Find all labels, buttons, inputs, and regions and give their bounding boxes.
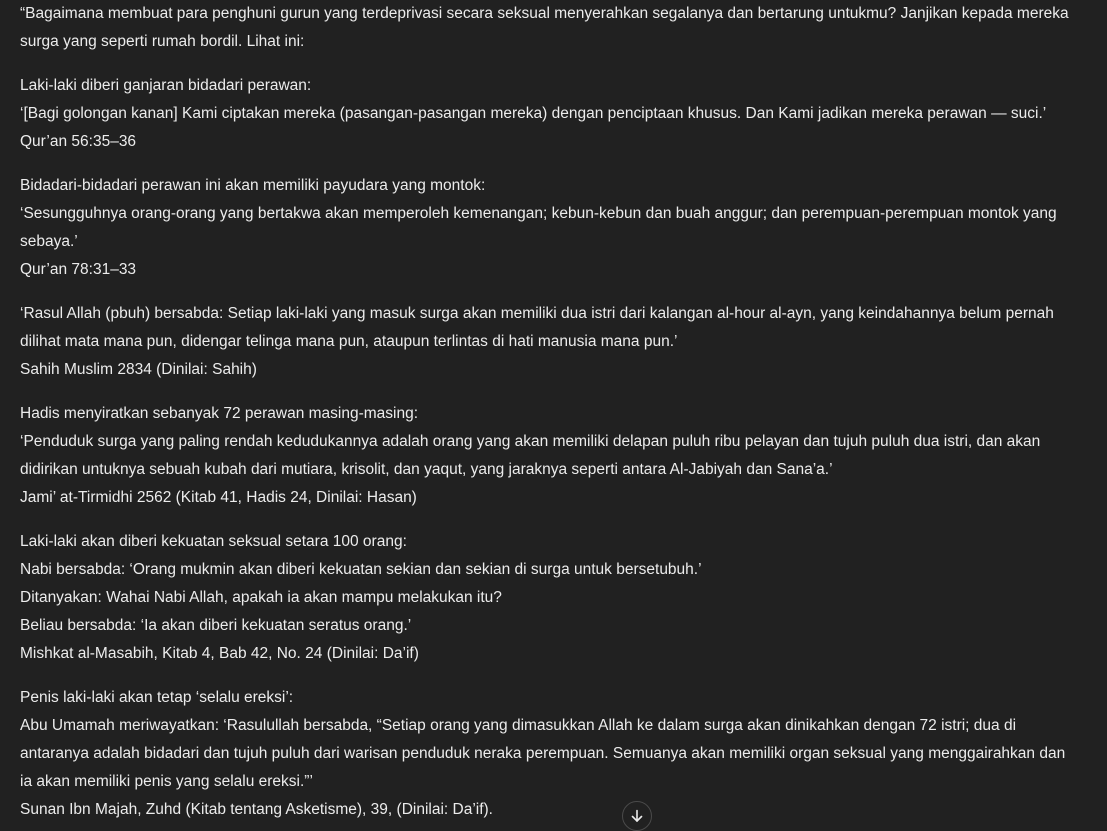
message-line: Beliau bersabda: ‘Ia akan diberi kekuatan seratus orang.’ xyxy=(20,617,412,634)
message-paragraph xyxy=(20,72,1100,156)
message-line: Laki-laki akan diberi kekuatan seksual setara 100 orang: xyxy=(20,533,407,550)
message-paragraph-intro xyxy=(20,0,1100,56)
message-line: ‘Penduduk surga yang paling rendah kedudukannya adalah orang yang akan memiliki delapan puluh ribu pelayan dan tujuh puluh dua istri, dan akan xyxy=(20,433,1041,450)
message-line: Nabi bersabda: ‘Orang mukmin akan diberi kekuatan sekian dan sekian di surga untuk bersetubuh.’ xyxy=(20,561,702,578)
message-line: Hadis menyiratkan sebanyak 72 perawan masing-masing: xyxy=(20,405,419,422)
message-line: Bidadari-bidadari perawan ini akan memiliki payudara yang montok: xyxy=(20,177,486,194)
message-line: sebaya.’ xyxy=(20,233,78,250)
message-line: ‘Sesungguhnya orang-orang yang bertakwa akan memperoleh kemenangan; kebun-kebun dan buah anggur; dan perempuan-perempuan montok yang xyxy=(20,205,1057,222)
message-content xyxy=(20,0,1100,824)
message-line: antaranya adalah bidadari dan tujuh puluh dari warisan penduduk neraka perempuan. Semuanya akan memiliki organ seksual yang menggairahkan dan xyxy=(20,745,1066,762)
message-line: didirikan untuknya sebuah kubah dari mutiara, krisolit, dan yaqut, yang jaraknya seperti antara Al-Jabiyah dan Sana’a.’ xyxy=(20,461,833,478)
citation-line: Jami’ at-Tirmidhi 2562 (Kitab 41, Hadis 24, Dinilai: Hasan) xyxy=(20,489,417,506)
citation-line: Qur’an 56:35–36 xyxy=(20,133,137,150)
message-line: Penis laki-laki akan tetap ‘selalu ereksi’: xyxy=(20,689,294,706)
citation-line: Sahih Muslim 2834 (Dinilai: Sahih) xyxy=(20,361,257,378)
message-paragraph xyxy=(20,528,1100,668)
citation-line: Mishkat al-Masabih, Kitab 4, Bab 42, No. 24 (Dinilai: Da’if) xyxy=(20,645,419,662)
message-line: Abu Umamah meriwayatkan: ‘Rasulullah bersabda, “Setiap orang yang dimasukkan Allah ke dalam surga akan dinikahkan dengan 72 istri; dua di xyxy=(20,717,1017,734)
citation-line: Qur’an 78:31–33 xyxy=(20,261,137,278)
message-line: Ditanyakan: Wahai Nabi Allah, apakah ia akan mampu melakukan itu? xyxy=(20,589,502,606)
message-line: ‘[Bagi golongan kanan] Kami ciptakan mereka (pasangan-pasangan mereka) dengan penciptaan khusus. Dan Kami jadikan mereka perawan — suci.’ xyxy=(20,105,1047,122)
message-paragraph xyxy=(20,684,1100,824)
citation-line: Sunan Ibn Majah, Zuhd (Kitab tentang Asketisme), 39, (Dinilai: Da’if). xyxy=(20,801,493,818)
message-paragraph xyxy=(20,172,1100,284)
message-line: ia akan memiliki penis yang selalu ereksi.”’ xyxy=(20,773,313,790)
arrow-down-icon xyxy=(629,808,645,824)
message-paragraph xyxy=(20,400,1100,512)
message-paragraph xyxy=(20,300,1100,384)
message-line: ‘Rasul Allah (pbuh) bersabda: Setiap laki-laki yang masuk surga akan memiliki dua istri dari kalangan al-hour al-ayn, yang keindahannya belum pernah xyxy=(20,305,1054,322)
scroll-to-bottom-button[interactable] xyxy=(622,801,652,831)
message-line: dilihat mata mana pun, didengar telinga mana pun, ataupun terlintas di hati manusia mana pun.’ xyxy=(20,333,678,350)
message-line: Laki-laki diberi ganjaran bidadari perawan: xyxy=(20,77,312,94)
message-line: “Bagaimana membuat para penghuni gurun yang terdeprivasi secara seksual menyerahkan segalanya dan bertarung untukmu? Janjikan kepada mereka xyxy=(20,5,1069,22)
message-line: surga yang seperti rumah bordil. Lihat ini: xyxy=(20,33,305,50)
